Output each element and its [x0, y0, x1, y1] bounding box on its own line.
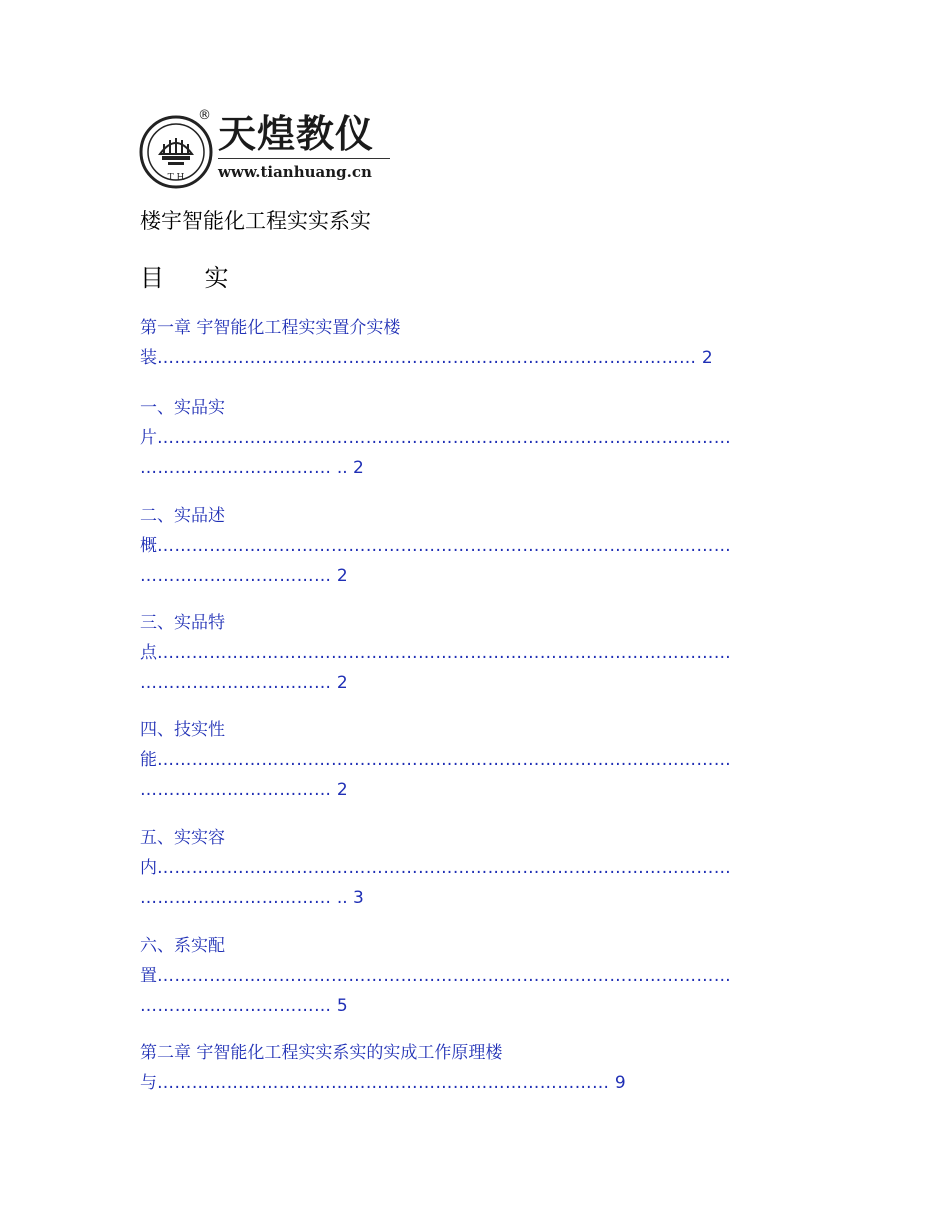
toc-leader-dots: ………………………………………………………………………………………: [157, 428, 732, 448]
toc-entry-label: 二、实品述: [140, 506, 225, 526]
toc-entry-page: 5: [336, 996, 348, 1016]
toc-entry-page: 2: [353, 458, 364, 478]
toc-leader-dots: ……………………………………………………………………: [157, 1073, 610, 1093]
toc-leader-dots: ………………………………………………………………………………………: [157, 643, 732, 663]
toc-leader-dots: …………………………………………………………………………………: [157, 348, 697, 368]
toc-entry-label: 四、技实性: [140, 720, 225, 740]
toc-entry-label: 一、实品实: [140, 398, 225, 418]
toc-entry-1-cont[interactable]: [140, 426, 731, 450]
toc-leader-dots: ………………………………………………………………………………………: [157, 858, 732, 878]
toc-leader-dots: ………………………………………………………………………………………: [157, 750, 732, 770]
toc-entry-cont: 内: [140, 858, 157, 878]
toc-entry-cont: 点: [140, 643, 157, 663]
company-name: 天煌教仪: [218, 111, 375, 156]
toc-entry-4-label[interactable]: [140, 718, 225, 742]
toc-entry-tail: ..: [336, 888, 354, 908]
toc-entry-chapter-2-cont[interactable]: [140, 1071, 626, 1095]
toc-entry-3-page-line[interactable]: [140, 671, 348, 695]
company-url: www.tianhuang.cn: [218, 163, 372, 181]
toc-entry-chapter-1-label[interactable]: [140, 316, 400, 340]
toc-entry-cont: 概: [140, 536, 157, 556]
toc-entry-4-cont[interactable]: [140, 748, 731, 772]
toc-entry-cont: 能: [140, 750, 157, 770]
toc-entry-cont: 与: [140, 1073, 157, 1093]
toc-entry-label: 第一章 宇智能化工程实实置介实楼: [140, 318, 401, 338]
toc-entry-6-page-line[interactable]: [140, 994, 348, 1018]
toc-entry-cont: 置: [140, 966, 157, 986]
toc-entry-5-cont[interactable]: [140, 856, 731, 880]
company-emblem-icon: [138, 114, 214, 190]
toc-entry-1-label[interactable]: [140, 396, 225, 420]
toc-entry-4-page-line[interactable]: [140, 778, 348, 802]
toc-entry-page: 2: [336, 566, 348, 586]
registered-mark: ®: [198, 108, 211, 123]
toc-entry-label: 六、系实配: [140, 936, 225, 956]
toc-entry-3-cont[interactable]: [140, 641, 731, 665]
toc-entry-chapter-2-label[interactable]: [140, 1041, 502, 1065]
toc-entry-5-page-line[interactable]: [140, 886, 364, 910]
toc-entry-2-page-line[interactable]: [140, 564, 348, 588]
toc-entry-cont: 片: [140, 428, 157, 448]
toc-entry-page: 2: [336, 673, 348, 693]
toc-entry-5-label[interactable]: [140, 826, 225, 850]
toc-leader-dots: ……………………………: [140, 458, 332, 478]
toc-entry-label: 第二章 宇智能化工程实实系实的实成工作原理楼: [140, 1043, 503, 1063]
toc-entry-6-label[interactable]: [140, 934, 225, 958]
toc-heading: 目 实: [140, 264, 231, 292]
document-title: 楼宇智能化工程实实系实: [140, 209, 371, 233]
toc-entry-3-label[interactable]: [140, 611, 225, 635]
toc-entry-page: 3: [353, 888, 364, 908]
toc-leader-dots: ………………………………………………………………………………………: [157, 536, 732, 556]
toc-leader-dots: ……………………………: [140, 888, 332, 908]
toc-leader-dots: ……………………………: [140, 996, 332, 1016]
toc-entry-tail: ..: [336, 458, 354, 478]
emblem-letters: T H: [167, 173, 185, 183]
toc-entry-cont: 装: [140, 348, 157, 368]
toc-entry-page: 9: [614, 1073, 626, 1093]
toc-leader-dots: ……………………………: [140, 673, 332, 693]
company-logo: [138, 108, 394, 192]
logo-divider: [218, 158, 390, 159]
toc-entry-2-cont[interactable]: [140, 534, 731, 558]
toc-entry-page: 2: [701, 348, 713, 368]
toc-entry-2-label[interactable]: [140, 504, 225, 528]
toc-entry-1-page-line[interactable]: [140, 456, 364, 480]
toc-entry-label: 三、实品特: [140, 613, 225, 633]
toc-entry-6-cont[interactable]: [140, 964, 731, 988]
toc-entry-page: 2: [336, 780, 348, 800]
toc-entry-label: 五、实实容: [140, 828, 225, 848]
toc-leader-dots: ………………………………………………………………………………………: [157, 966, 732, 986]
toc-leader-dots: ……………………………: [140, 780, 332, 800]
toc-leader-dots: ……………………………: [140, 566, 332, 586]
toc-entry-chapter-1-cont[interactable]: [140, 346, 713, 370]
